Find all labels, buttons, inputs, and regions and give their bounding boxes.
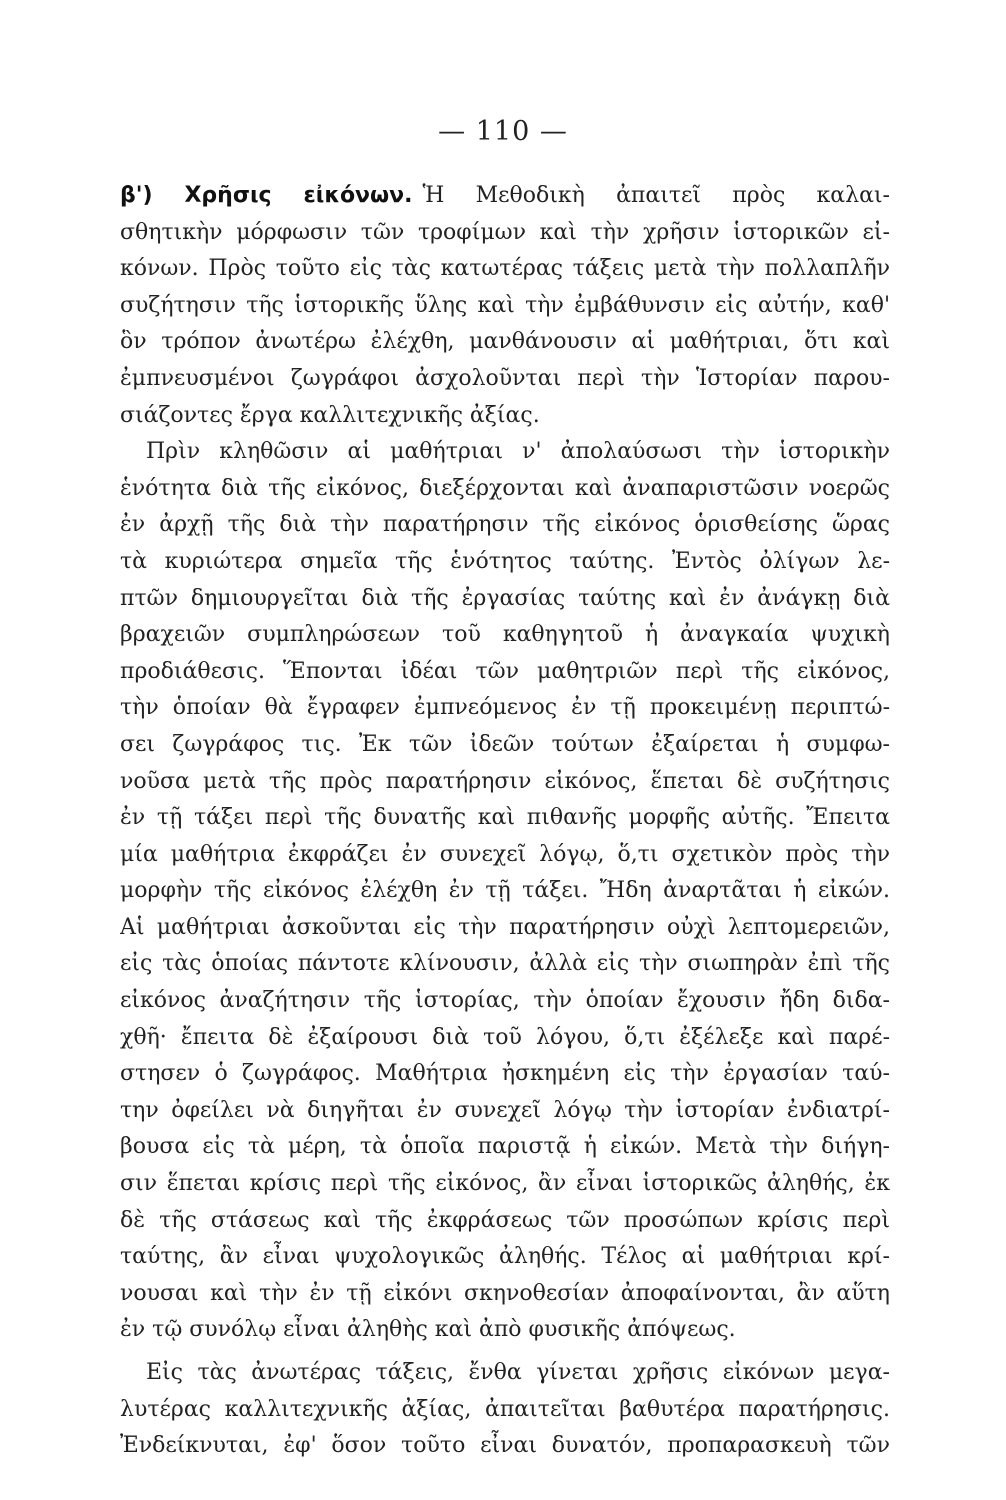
paragraph-2 xyxy=(120,434,890,1349)
text-line: βραχειῶν συμπληρώσεων τοῦ καθηγητοῦ ἡ ἀναγκαία ψυχικὴ xyxy=(120,622,890,648)
text-line: εἰς τὰς ὁποίας πάντοτε κλίνουσιν, ἀλλὰ εἰς τὴν σιωπηρὰν ἐπὶ τῆς xyxy=(120,951,890,977)
text-line: στησεν ὁ ζωγράφος. Μαθήτρια ἠσκημένη εἰς τὴν ἐργασίαν ταύ- xyxy=(120,1061,890,1087)
text-line: Αἱ μαθήτριαι ἀσκοῦνται εἰς τὴν παρατήρησιν οὐχὶ λεπτομερειῶν, xyxy=(120,914,890,940)
text-line: ἐν τῇ τάξει περὶ τῆς δυνατῆς καὶ πιθανῆς μορφῆς αὐτῆς. Ἔπειτα xyxy=(120,805,890,831)
text-line: ἐν τῷ συνόλῳ εἶναι ἀληθὴς καὶ ἀπὸ φυσικῆς ἀπόψεως. xyxy=(120,1317,736,1343)
page-number: — 110 — xyxy=(438,116,568,147)
section-title: β') Χρῆσις εἰκόνων. xyxy=(120,183,413,208)
text-line: ἐμπνευσμένοι ζωγράφοι ἀσχολοῦνται περὶ τὴν Ἱστορίαν παρου- xyxy=(120,365,890,391)
body-text xyxy=(120,178,890,1465)
section-heading-line xyxy=(120,178,890,215)
text-line: νουσαι καὶ τὴν ἐν τῇ εἰκόνι σκηνοθεσίαν ἀποφαίνονται, ἂν αὕτη xyxy=(120,1280,890,1306)
text-line: σθητικὴν μόρφωσιν τῶν τροφίμων καὶ τὴν χρῆσιν ἱστορικῶν εἰ- xyxy=(120,219,890,245)
text-line: σιάζοντες ἔργα καλλιτεχνικῆς ἀξίας. xyxy=(120,402,540,428)
text-line: Ἐνδείκνυται, ἐφ' ὅσον τοῦτο εἶναι δυνατόν, προπαρασκευὴ τῶν xyxy=(120,1433,890,1459)
text-line: ταύτης, ἂν εἶναι ψυχολογικῶς ἀληθής. Τέλος αἱ μαθήτριαι κρί- xyxy=(120,1244,890,1270)
paragraph-1 xyxy=(120,215,890,435)
section-first-line: Ἡ Μεθοδικὴ ἀπαιτεῖ πρὸς καλαι- xyxy=(422,183,890,208)
text-line: τὰ κυριώτερα σημεῖα τῆς ἑνότητος ταύτης. Ἐντὸς ὀλίγων λε- xyxy=(120,548,890,574)
text-line: ὃν τρόπον ἀνωτέρω ἐλέχθη, μανθάνουσιν αἱ μαθήτριαι, ὅτι καὶ xyxy=(120,329,890,355)
text-line: ἐν ἀρχῇ τῆς διὰ τὴν παρατήρησιν τῆς εἰκόνος ὁρισθείσης ὥρας xyxy=(120,512,890,538)
text-line: δὲ τῆς στάσεως καὶ τῆς ἐκφράσεως τῶν προσώπων κρίσις περὶ xyxy=(120,1207,890,1233)
text-line: εἰκόνος ἀναζήτησιν τῆς ἱστορίας, τὴν ὁποίαν ἔχουσιν ἤδη διδα- xyxy=(120,988,890,1014)
paragraph-3 xyxy=(120,1355,890,1465)
text-line: την ὀφείλει νὰ διηγῆται ἐν συνεχεῖ λόγῳ τὴν ἱστορίαν ἐνδιατρί- xyxy=(120,1097,890,1123)
text-line: βουσα εἰς τὰ μέρη, τὰ ὁποῖα παριστᾷ ἡ εἰκών. Μετὰ τὴν διήγη- xyxy=(120,1134,890,1160)
text-line: ἑνότητα διὰ τῆς εἰκόνος, διεξέρχονται καὶ ἀναπαριστῶσιν νοερῶς xyxy=(120,475,890,501)
text-line: νοῦσα μετὰ τῆς πρὸς παρατήρησιν εἰκόνος, ἕπεται δὲ συζήτησις xyxy=(120,768,890,794)
text-line: Πρὶν κληθῶσιν αἱ μαθήτριαι ν' ἀπολαύσωσι τὴν ἱστορικὴν xyxy=(146,439,890,465)
text-line: μία μαθήτρια ἐκφράζει ἐν συνεχεῖ λόγῳ, ὅ,τι σχετικὸν πρὸς τὴν xyxy=(120,841,890,867)
text-line: σιν ἕπεται κρίσις περὶ τῆς εἰκόνος, ἂν εἶναι ἱστορικῶς ἀληθής, ἐκ xyxy=(120,1171,890,1197)
text-line: συζήτησιν τῆς ἱστορικῆς ὕλης καὶ τὴν ἐμβάθυνσιν εἰς αὐτήν, καθ' xyxy=(120,292,890,318)
text-line: σει ζωγράφος τις. Ἐκ τῶν ἰδεῶν τούτων ἐξαίρεται ἡ συμφω- xyxy=(120,731,890,757)
text-line: τὴν ὁποίαν θὰ ἔγραφεν ἐμπνεόμενος ἐν τῇ προκειμένῃ περιπτώ- xyxy=(120,695,890,721)
text-line: μορφὴν τῆς εἰκόνος ἐλέχθη ἐν τῇ τάξει. Ἤδη ἀναρτᾶται ἡ εἰκών. xyxy=(120,878,890,904)
text-line: λυτέρας καλλιτεχνικῆς ἀξίας, ἀπαιτεῖται βαθυτέρα παρατήρησις. xyxy=(120,1396,890,1422)
text-line: πτῶν δημιουργεῖται διὰ τῆς ἐργασίας ταύτης καὶ ἐν ἀνάγκῃ διὰ xyxy=(120,585,890,611)
text-line: προδιάθεσις. Ἕπονται ἰδέαι τῶν μαθητριῶν περὶ τῆς εἰκόνος, xyxy=(120,658,890,684)
text-line: χθῆ· ἔπειτα δὲ ἐξαίρουσι διὰ τοῦ λόγου, ὅ,τι ἐξέλεξε καὶ παρέ- xyxy=(120,1024,890,1050)
text-line: Εἰς τὰς ἀνωτέρας τάξεις, ἔνθα γίνεται χρῆσις εἰκόνων μεγα- xyxy=(146,1360,890,1385)
text-line: κόνων. Πρὸς τοῦτο εἰς τὰς κατωτέρας τάξεις μετὰ τὴν πολλαπλῆν xyxy=(120,256,890,282)
